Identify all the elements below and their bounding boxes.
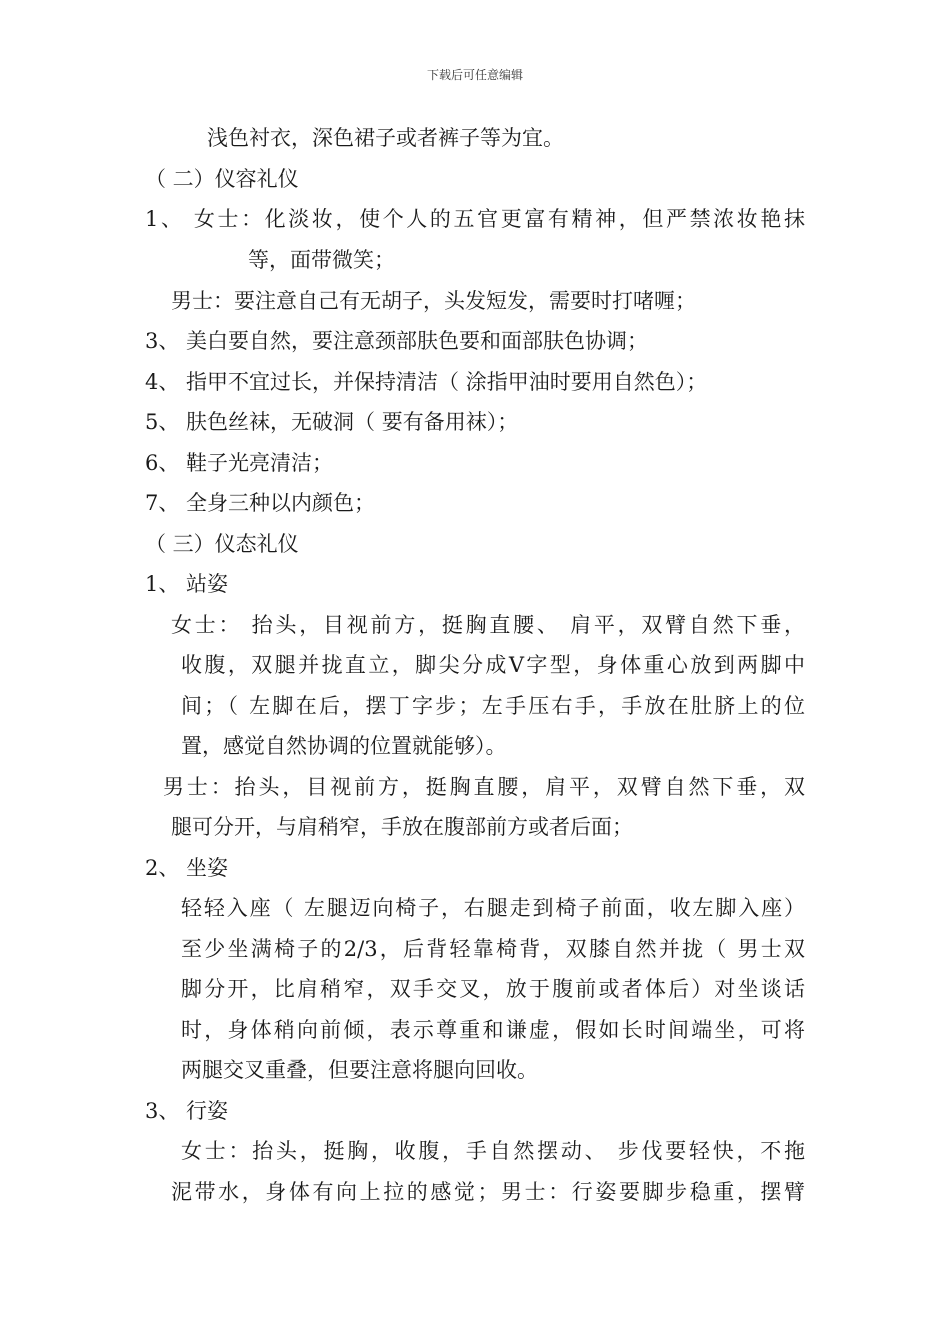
text-line: 1、 女士：化淡妆，使个人的五官更富有精神，但严禁浓妆艳抹 (145, 207, 805, 231)
text-line: 女士： 抬头，目视前方，挺胸直腰、 肩平，双臂自然下垂， (171, 613, 805, 637)
list-item: 2、 坐姿 (145, 856, 229, 880)
text-line: 等，面带微笑； (248, 248, 395, 272)
text-line: 置，感觉自然协调的位置就能够）。 (181, 734, 507, 758)
list-item: 3、 美白要自然，要注意颈部肤色要和面部肤色协调； (145, 329, 649, 353)
text-line: 轻轻入座（ 左腿迈向椅子，右腿走到椅子前面，收左脚入座） (181, 896, 805, 920)
section-heading: （ 二）仪容礼仪 (145, 167, 299, 191)
page-header: 下载后可任意编辑 (426, 68, 523, 82)
text-line: 两腿交叉重叠，但要注意将腿向回收。 (181, 1058, 538, 1082)
text-line: 女士：抬头，挺胸，收腹，手自然摆动、 步伐要轻快，不拖 (181, 1139, 805, 1163)
list-item: 5、 肤色丝袜，无破洞（ 要有备用袜）； (145, 410, 519, 434)
list-item: 7、 全身三种以内颜色； (145, 491, 376, 515)
text-line: 男士：要注意自己有无胡子，头发短发，需要时打啫喱； (171, 289, 696, 313)
text-line: 间；（ 左脚在后，摆丁字步；左手压右手，手放在肚脐上的位 (181, 694, 805, 718)
text-line: 浅色衬衣，深色裙子或者裤子等为宜。 (207, 126, 564, 150)
text-line: 至少坐满椅子的2/3，后背轻靠椅背，双膝自然并拢（ 男士双 (181, 937, 805, 961)
text-line: 腿可分开，与肩稍窄，手放在腹部前方或者后面； (171, 815, 633, 839)
list-item: 4、 指甲不宜过长，并保持清洁（ 涂指甲油时要用自然色）； (145, 370, 708, 394)
text-line: 时，身体稍向前倾，表示尊重和谦虚，假如长时间端坐，可将 (181, 1018, 805, 1042)
text-line: 脚分开，比肩稍窄，双手交叉，放于腹前或者体后）对坐谈话 (181, 977, 805, 1001)
list-item: 3、 行姿 (145, 1099, 229, 1123)
text-line: 泥带水，身体有向上拉的感觉；男士：行姿要脚步稳重，摆臂 (171, 1180, 805, 1204)
list-item: 1、 站姿 (145, 572, 229, 596)
text-line: 收腹，双腿并拢直立，脚尖分成V字型，身体重心放到两脚中 (181, 653, 805, 677)
list-item: 6、 鞋子光亮清洁； (145, 451, 334, 475)
text-line: 男士：抬头，目视前方，挺胸直腰，肩平，双臂自然下垂，双 (163, 775, 805, 799)
section-heading: （ 三）仪态礼仪 (145, 532, 299, 556)
